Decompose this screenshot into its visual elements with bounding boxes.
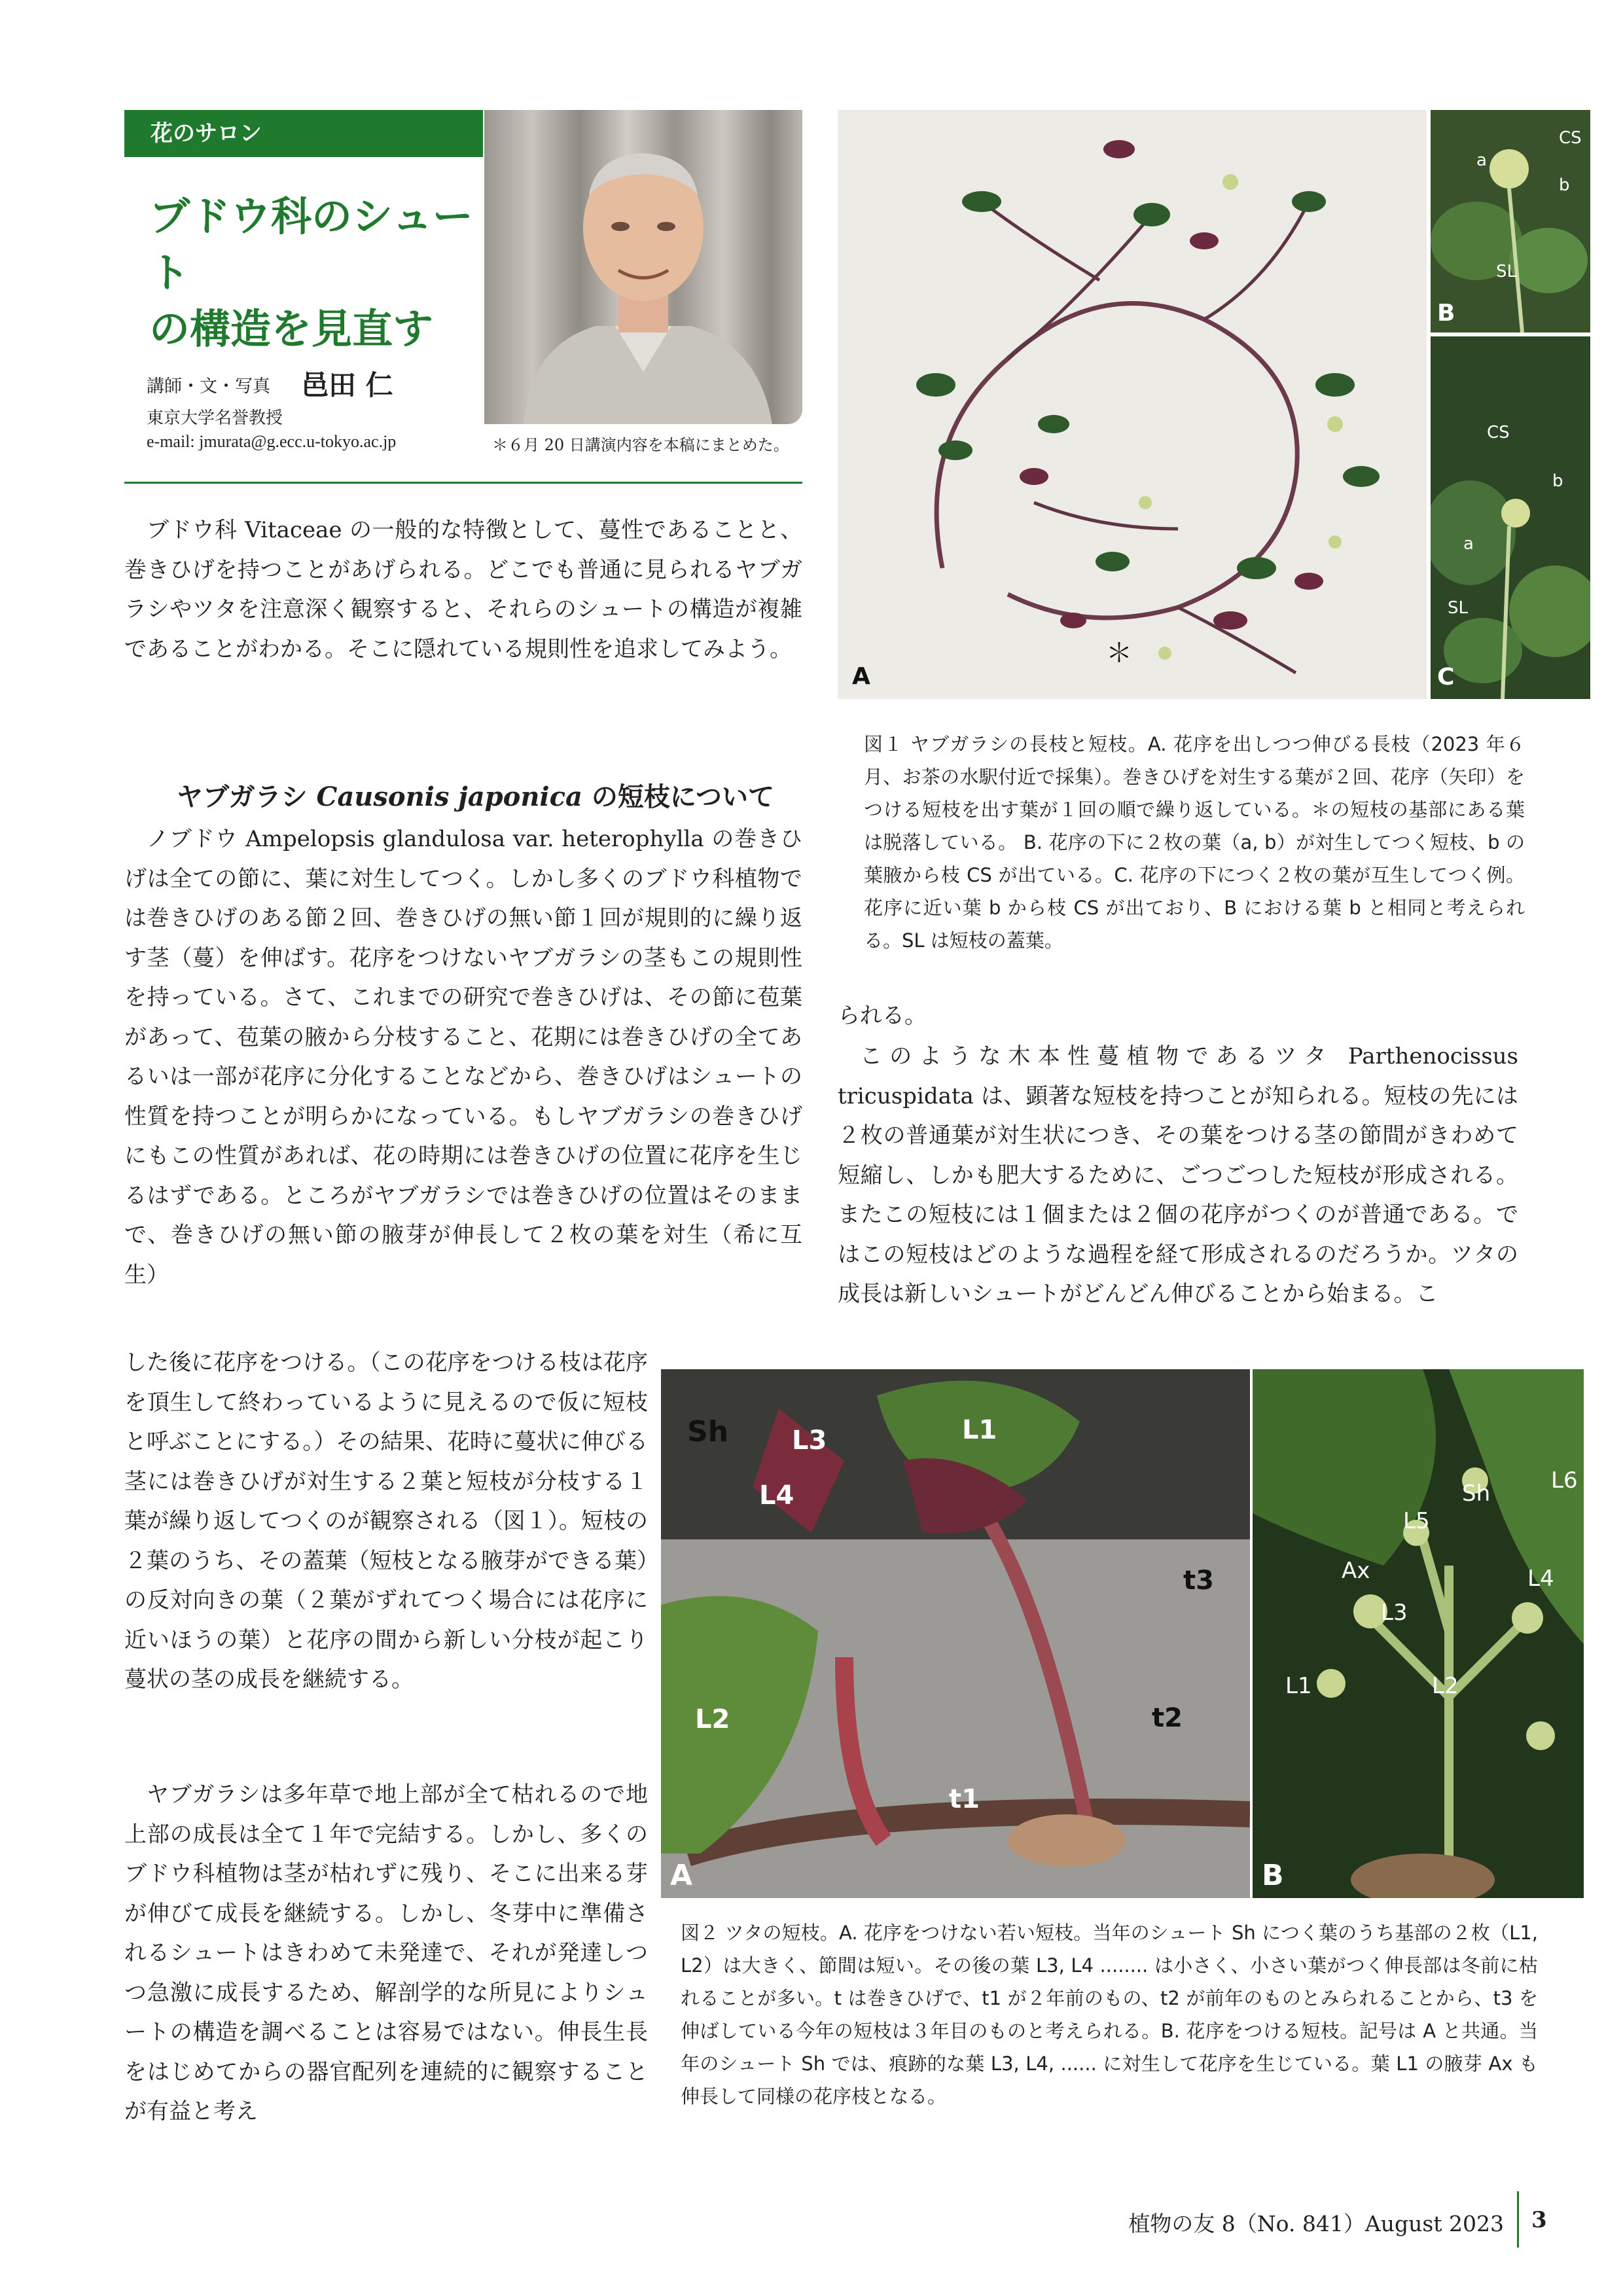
figure-2b-photo [1253, 1369, 1584, 1898]
figure-2-label-a: A [670, 1859, 693, 1892]
figure-2b-label-l2: L2 [1432, 1673, 1459, 1699]
figure-1b-label-b: b [1559, 175, 1570, 195]
figure-2b-label-l4: L4 [1527, 1566, 1554, 1592]
figure-2a-label-l1: L1 [962, 1415, 997, 1445]
figure-2a-label-sh: Sh [687, 1415, 729, 1448]
figure-1-label-b: B [1437, 300, 1455, 327]
figure-2b-label-l5: L5 [1403, 1508, 1430, 1534]
author-affiliation: 東京大学名誉教授 [147, 408, 283, 428]
figure-2-caption: 図２ ツタの短枝。A. 花序をつけない若い短枝。当年のシュート Sh につく葉のうち基部の２枚（L1, L2）は大きく、節間は短い。その後の葉 L3, L4 ........ は小さく、小さい葉がつく伸長部は冬前に枯れることが多い。t は巻きひげで、t1 が２年前のもの、t2 が前年のものとみられることから、t3 を伸ばしている今年の短枝は３年目のものと考えられる。B. 花序をつける短枝。記号は A と共通。当年のシュート Sh では、痕跡的な葉 L3, L4, ...... に対生して花序を生じている。葉 L1 の腋芽 Ax も伸長して同様の花序枝となる。 [681, 1922, 1538, 2108]
footer-divider [1517, 2191, 1519, 2248]
figure-2a-label-l4: L4 [759, 1480, 794, 1511]
figure-1b-label-sl: SL [1496, 262, 1516, 281]
section1-paragraph-2: ヤブガラシは多年草で地上部が全て枯れるので地上部の成長は全て１年で完結する。しかし、多くのブドウ科植物は茎が枯れずに残り、そこに出来る芽が伸びて成長を継続する。しかし、冬芽中に準備されるシュートはきわめて未発達で、それが発達しつつ急激に成長するため、解剖学的な所見によりシュートの構造を調べることは容易ではない。伸長生長をはじめてからの器官配列を連続的に観察することが有益と考え [124, 1782, 648, 2125]
figure-2a-label-l3: L3 [792, 1426, 827, 1456]
figure-1a-photo [838, 110, 1427, 699]
author-email: e-mail: jmurata@g.ecc.u-tokyo.ac.jp [147, 432, 397, 451]
figure-2b-label-l1: L1 [1285, 1673, 1312, 1699]
author-role: 講師・文・写真 [147, 376, 270, 397]
figure-1-label-c: C [1437, 664, 1455, 691]
figure-1b-photo [1431, 110, 1590, 332]
figure-1b-label-cs: CS [1559, 128, 1582, 148]
title-line-2: の構造を見直す [149, 305, 434, 353]
figure-2a-label-t3: t3 [1183, 1566, 1214, 1596]
section-heading: ヤブガラシ Causonis japonica の短枝について [177, 781, 775, 812]
figure-1c-photo [1431, 336, 1590, 699]
figure-2b-label-ax: Ax [1342, 1558, 1370, 1584]
page-number: 3 [1531, 2207, 1547, 2233]
figure-2b-label-l3: L3 [1381, 1600, 1408, 1626]
author-name: 邑田 仁 [301, 369, 393, 401]
section1-paragraph-1-cont: した後に花序をつける。（この花序をつける枝は花序を頂生して終わっているように見えるので仮に短枝と呼ぶことにする。）その結果、花時に蔓状に伸びる茎には巻きひげが対生する２葉と短枝が分枝する１葉が繰り返してつくのが観察される（図１）。短枝の２葉のうち、その蓋葉（短枝となる腋芽ができる葉）の反対向きの葉（２葉がずれてつく場合には花序に近いほうの葉）と花序の間から新しい分枝が起こり蔓状の茎の成長を継続する。 [124, 1350, 648, 1693]
header-divider [124, 482, 802, 484]
figure-1b-label-a: a [1476, 151, 1487, 170]
article-title [149, 188, 490, 357]
figure-2b-label-sh: Sh [1462, 1480, 1491, 1507]
intro-paragraph: ブドウ科 Vitaceae の一般的な特徴として、蔓性であることと、巻きひげを持つことがあげられる。どこでも普通に見られるヤブガラシやツタを注意深く観察すると、それらのシュートの構造が複雑であることがわかる。そこに隠れている規則性を追求してみよう。 [124, 517, 802, 662]
author-portrait [484, 110, 802, 424]
figure-1c-label-sl: SL [1448, 598, 1468, 618]
figure-1-label-a: A [852, 663, 870, 690]
figure-1-caption: 図１ ヤブガラシの長枝と短枝。A. 花序を出しつつ伸びる長枝（2023 年６月、お茶の水駅付近で採集）。巻きひげを対生する葉が２回、花序（矢印）をつける短枝を出す葉が１回の順で繰り返している。＊の短枝の基部にある葉は脱落している。 B. 花序の下に２枚の葉（a, b）が対生してつく短枝、b の葉腋から枝 CS が出ている。C. 花序の下につく２枚の葉が互生してつく例。花序に近い葉 b から枝 CS が出ており、B における葉 b と相同と考えられる。SL は短枝の蓋葉。 [864, 733, 1525, 952]
figure-1c-label-a: a [1463, 534, 1474, 554]
section-tag: 花のサロン [124, 110, 483, 157]
figure-1c-label-b: b [1552, 471, 1563, 491]
figure-2a-photo [661, 1369, 1250, 1898]
figure-1-label-star: ＊ [1106, 638, 1132, 668]
journal-footer: 植物の友 8（No. 841）August 2023 [1128, 2211, 1504, 2236]
figure-2b-label-l6: L6 [1551, 1467, 1578, 1494]
title-line-1: ブドウ科のシュート [149, 192, 473, 296]
figure-2-label-b: B [1262, 1859, 1284, 1892]
right-paragraph-cont: られる。 [838, 1003, 927, 1029]
figure-2a-label-l2: L2 [695, 1704, 730, 1734]
section1-paragraph-1: ノブドウ Ampelopsis glandulosa var. heterophylla の巻きひげは全ての節に、葉に対生してつく。しかし多くのブドウ科植物では巻きひげのある節２回、巻きひげの無い節１回が規則的に繰り返す茎（蔓）を伸ばす。花序をつけないヤブガラシの茎もこの規則性を持っている。さて、これまでの研究で巻きひげは、その節に苞葉があって、苞葉の腋から分枝すること、花期には巻きひげの全てあるいは一部が花序に分化することなどから、巻きひげはシュートの性質を持つことが明らかになっている。もしヤブガラシの巻きひげにもこの性質があれば、花の時期には巻きひげの位置に花序を生じるはずである。ところがヤブガラシでは巻きひげの位置はそのままで、巻きひげの無い節の腋芽が伸長して２枚の葉を対生（希に互生） [124, 826, 802, 1288]
right-paragraph-3: このような木本性蔓植物であるツタ Parthenocissus tricuspidata は、顕著な短枝を持つことが知られる。短枝の先には２枚の普通葉が対生状につき、その葉をつける茎の節間がきわめて短縮し、しかも肥大するために、ごつごつした短枝が形成される。またこの短枝には１個または２個の花序がつくのが普通である。ではこの短枝はどのような過程を経て形成されるのだろうか。ツタの成長は新しいシュートがどんどん伸びることから始まる。こ [838, 1043, 1518, 1307]
figure-2a-label-t2: t2 [1152, 1703, 1183, 1733]
figure-2a-label-t1: t1 [949, 1784, 980, 1814]
lecture-note: ＊６月 20 日講演内容を本稿にまとめた。 [492, 436, 789, 454]
figure-1c-label-cs: CS [1487, 423, 1510, 442]
